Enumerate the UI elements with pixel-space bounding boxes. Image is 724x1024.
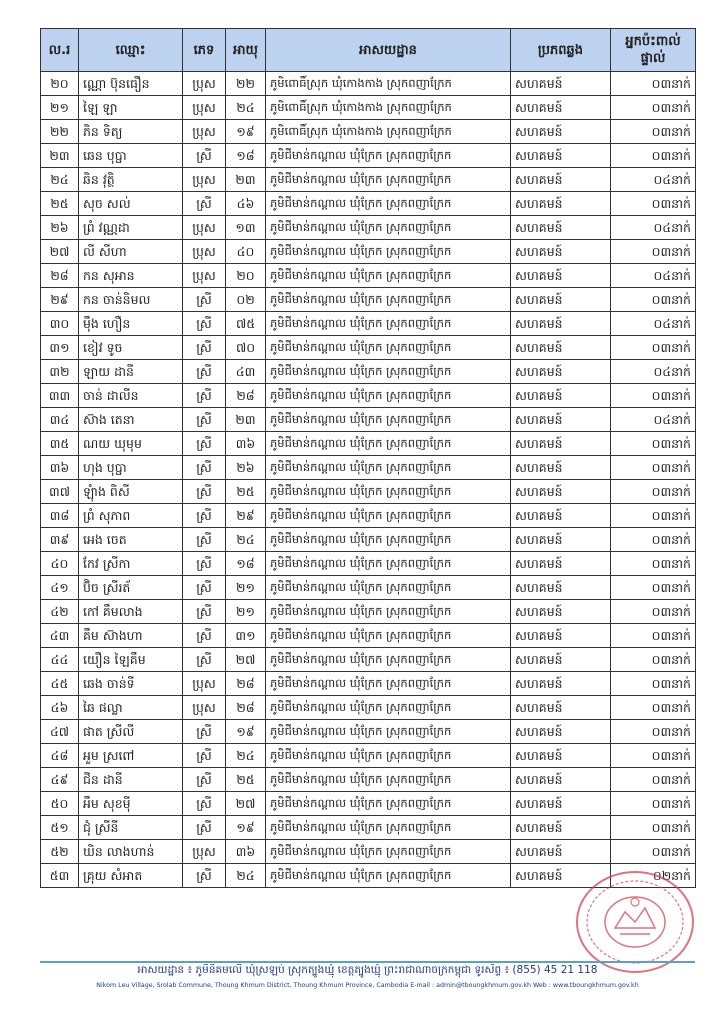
table-row: [41, 768, 696, 792]
patient-roster-table: [40, 28, 696, 888]
row-number-cell: ២៦: [41, 216, 79, 240]
person-address-cell: ភូមិជីមាន់កណ្តាល ឃុំក្រែក ស្រុកពញាក្រែក: [266, 624, 511, 648]
infection-source-cell: សហគមន៍: [511, 600, 611, 624]
row-number-cell: ៣៨: [41, 504, 79, 528]
header-type: ប្រភពឆ្លង: [511, 29, 611, 72]
person-address-cell: ភូមិជីមាន់កណ្តាល ឃុំក្រែក ស្រុកពញាក្រែក: [266, 648, 511, 672]
row-number-cell: ៣០: [41, 312, 79, 336]
person-sex-cell: ស្រី: [183, 384, 226, 408]
table-row: [41, 456, 696, 480]
person-age-cell: ៧៥: [226, 312, 266, 336]
contact-count-cell: ០៣នាក់: [611, 120, 696, 144]
contact-count-cell: ០៣នាក់: [611, 528, 696, 552]
person-name-cell: ឆេន បុប្ផា: [79, 144, 183, 168]
person-address-cell: ភូមិជីមាន់កណ្តាល ឃុំក្រែក ស្រុកពញាក្រែក: [266, 600, 511, 624]
infection-source-cell: សហគមន៍: [511, 864, 611, 888]
person-name-cell: ឆៃ ផល្លា: [79, 696, 183, 720]
row-number-cell: ៥២: [41, 840, 79, 864]
row-number-cell: ៥០: [41, 792, 79, 816]
infection-source-cell: សហគមន៍: [511, 192, 611, 216]
table-row: [41, 192, 696, 216]
person-age-cell: ៤៣: [226, 360, 266, 384]
row-number-cell: ២១: [41, 96, 79, 120]
header-no: ល.រ: [41, 29, 79, 72]
person-name-cell: ឡៃ ឡា: [79, 96, 183, 120]
infection-source-cell: សហគមន៍: [511, 840, 611, 864]
table-row: [41, 696, 696, 720]
person-address-cell: ភូមិជីមាន់កណ្តាល ឃុំក្រែក ស្រុកពញាក្រែក: [266, 480, 511, 504]
person-sex-cell: ស្រី: [183, 792, 226, 816]
contact-count-cell: ០៣នាក់: [611, 552, 696, 576]
table-row: [41, 72, 696, 96]
person-address-cell: ភូមិជីមាន់កណ្តាល ឃុំក្រែក ស្រុកពញាក្រែក: [266, 504, 511, 528]
person-sex-cell: ស្រី: [183, 552, 226, 576]
person-age-cell: ២៤: [226, 744, 266, 768]
header-age: អាយុ: [226, 29, 266, 72]
table-row: [41, 120, 696, 144]
contact-count-cell: ០៣នាក់: [611, 96, 696, 120]
person-address-cell: ភូមិជីមាន់កណ្តាល ឃុំក្រែក ស្រុកពញាក្រែក: [266, 360, 511, 384]
person-sex-cell: ស្រី: [183, 360, 226, 384]
person-name-cell: ឃិន លាងហាន់: [79, 840, 183, 864]
person-address-cell: ភូមិជីមាន់កណ្តាល ឃុំក្រែក ស្រុកពញាក្រែក: [266, 864, 511, 888]
table-body: [41, 72, 696, 888]
infection-source-cell: សហគមន៍: [511, 216, 611, 240]
person-address-cell: ភូមិជីមាន់កណ្តាល ឃុំក្រែក ស្រុកពញាក្រែក: [266, 432, 511, 456]
infection-source-cell: សហគមន៍: [511, 744, 611, 768]
row-number-cell: ៤៨: [41, 744, 79, 768]
person-name-cell: ប៊ិច ស្រីរត័: [79, 576, 183, 600]
row-number-cell: ២០: [41, 72, 79, 96]
person-age-cell: ២៣: [226, 168, 266, 192]
row-number-cell: ៤១: [41, 576, 79, 600]
row-number-cell: ២៩: [41, 288, 79, 312]
person-age-cell: ៤០: [226, 240, 266, 264]
person-sex-cell: ស្រី: [183, 600, 226, 624]
person-address-cell: ភូមិជីមាន់កណ្តាល ឃុំក្រែក ស្រុកពញាក្រែក: [266, 456, 511, 480]
infection-source-cell: សហគមន៍: [511, 576, 611, 600]
table-row: [41, 168, 696, 192]
header-name: ឈ្មោះ: [79, 29, 183, 72]
person-sex-cell: ស្រី: [183, 144, 226, 168]
table-row: [41, 648, 696, 672]
row-number-cell: ៤៤: [41, 648, 79, 672]
person-address-cell: ភូមិជីមាន់កណ្តាល ឃុំក្រែក ស្រុកពញាក្រែក: [266, 576, 511, 600]
person-sex-cell: ប្រុស: [183, 264, 226, 288]
person-address-cell: ភូមិជីមាន់កណ្តាល ឃុំក្រែក ស្រុកពញាក្រែក: [266, 240, 511, 264]
contact-count-cell: ០៣នាក់: [611, 240, 696, 264]
infection-source-cell: សហគមន៍: [511, 432, 611, 456]
person-address-cell: ភូមិពោធិ៍ស្រុក ឃុំកោងកាង ស្រុកពញាក្រែក: [266, 96, 511, 120]
row-number-cell: ៣៣: [41, 384, 79, 408]
contact-count-cell: ០៣នាក់: [611, 840, 696, 864]
infection-source-cell: សហគមន៍: [511, 96, 611, 120]
person-name-cell: យឿន ឡៃគឹម: [79, 648, 183, 672]
contact-count-cell: ០៣នាក់: [611, 672, 696, 696]
person-address-cell: ភូមិពោធិ៍ស្រុក ឃុំកោងកាង ស្រុកពញាក្រែក: [266, 72, 511, 96]
person-name-cell: ឡុំាង ពិសី: [79, 480, 183, 504]
person-name-cell: កៅ គឹមលាង: [79, 600, 183, 624]
row-number-cell: ២៤: [41, 168, 79, 192]
row-number-cell: ២២: [41, 120, 79, 144]
table-row: [41, 216, 696, 240]
table-row: [41, 360, 696, 384]
person-sex-cell: ស្រី: [183, 192, 226, 216]
person-age-cell: ២៥: [226, 768, 266, 792]
table-row: [41, 288, 696, 312]
table-row: [41, 720, 696, 744]
footer-address-english: Nikom Leu Village, Srolab Commune, Thoung Khmum District, Thoung Khmum Province, Cambodia E-mail : admin@tboungkhmum.gov.kh Web : www.tboungkhmum.gov.kh: [96, 982, 639, 989]
person-sex-cell: ប្រុស: [183, 696, 226, 720]
row-number-cell: ៤៥: [41, 672, 79, 696]
contact-count-cell: ០៣នាក់: [611, 144, 696, 168]
person-age-cell: ៤៦: [226, 192, 266, 216]
person-age-cell: ២៤: [226, 864, 266, 888]
person-name-cell: អេង ចេត: [79, 528, 183, 552]
person-sex-cell: ស្រី: [183, 768, 226, 792]
footer-rule: [40, 961, 695, 963]
infection-source-cell: សហគមន៍: [511, 816, 611, 840]
person-age-cell: ២៣: [226, 408, 266, 432]
header-sex: ភេទ: [183, 29, 226, 72]
infection-source-cell: សហគមន៍: [511, 768, 611, 792]
contact-count-cell: ០៣នាក់: [611, 504, 696, 528]
person-age-cell: ២៤: [226, 96, 266, 120]
person-age-cell: ១៩: [226, 816, 266, 840]
infection-source-cell: សហគមន៍: [511, 408, 611, 432]
person-name-cell: ឆេង ចាន់ទី: [79, 672, 183, 696]
table-row: [41, 432, 696, 456]
person-sex-cell: ប្រុស: [183, 120, 226, 144]
table-row: [41, 240, 696, 264]
contact-count-cell: ០៣នាក់: [611, 480, 696, 504]
person-name-cell: ខៀវ ទូច: [79, 336, 183, 360]
infection-source-cell: សហគមន៍: [511, 120, 611, 144]
infection-source-cell: សហគមន៍: [511, 336, 611, 360]
contact-count-cell: ០៣នាក់: [611, 792, 696, 816]
person-sex-cell: ស្រី: [183, 480, 226, 504]
table-row: [41, 576, 696, 600]
person-name-cell: ភិន ទិត្យ: [79, 120, 183, 144]
contact-count-cell: ០២នាក់: [611, 864, 696, 888]
table-row: [41, 624, 696, 648]
row-number-cell: ៣៥: [41, 432, 79, 456]
table-row: [41, 384, 696, 408]
row-number-cell: ៣៤: [41, 408, 79, 432]
person-sex-cell: ស្រី: [183, 504, 226, 528]
contact-count-cell: ០៣នាក់: [611, 816, 696, 840]
contact-count-cell: ០៣នាក់: [611, 384, 696, 408]
header-row: [41, 29, 696, 72]
person-name-cell: ជុំ ស្រីនី: [79, 816, 183, 840]
person-name-cell: ណយ ឃុមុម: [79, 432, 183, 456]
infection-source-cell: សហគមន៍: [511, 240, 611, 264]
person-address-cell: ភូមិជីមាន់កណ្តាល ឃុំក្រែក ស្រុកពញាក្រែក: [266, 840, 511, 864]
row-number-cell: ២៥: [41, 192, 79, 216]
person-address-cell: ភូមិជីមាន់កណ្តាល ឃុំក្រែក ស្រុកពញាក្រែក: [266, 528, 511, 552]
person-name-cell: ចាន់ ដាលីន: [79, 384, 183, 408]
person-sex-cell: ស្រី: [183, 432, 226, 456]
row-number-cell: ២៧: [41, 240, 79, 264]
contact-count-cell: ០៣នាក់: [611, 600, 696, 624]
person-address-cell: ភូមិជីមាន់កណ្តាល ឃុំក្រែក ស្រុកពញាក្រែក: [266, 216, 511, 240]
person-age-cell: ១៨: [226, 552, 266, 576]
person-sex-cell: ស្រី: [183, 624, 226, 648]
table-row: [41, 144, 696, 168]
person-name-cell: ឡាយ ដានី: [79, 360, 183, 384]
contact-count-cell: ០៣នាក់: [611, 288, 696, 312]
row-number-cell: ៥៣: [41, 864, 79, 888]
infection-source-cell: សហគមន៍: [511, 696, 611, 720]
person-age-cell: ៧០: [226, 336, 266, 360]
table-row: [41, 312, 696, 336]
person-sex-cell: ស្រី: [183, 720, 226, 744]
person-age-cell: ២៧: [226, 648, 266, 672]
person-age-cell: ២២: [226, 72, 266, 96]
person-address-cell: ភូមិជីមាន់កណ្តាល ឃុំក្រែក ស្រុកពញាក្រែក: [266, 768, 511, 792]
person-address-cell: ភូមិជីមាន់កណ្តាល ឃុំក្រែក ស្រុកពញាក្រែក: [266, 720, 511, 744]
contact-count-cell: ០៣នាក់: [611, 744, 696, 768]
person-age-cell: ៣៦: [226, 840, 266, 864]
infection-source-cell: សហគមន៍: [511, 552, 611, 576]
infection-source-cell: សហគមន៍: [511, 528, 611, 552]
person-address-cell: ភូមិជីមាន់កណ្តាល ឃុំក្រែក ស្រុកពញាក្រែក: [266, 144, 511, 168]
table-row: [41, 744, 696, 768]
person-name-cell: ព្រំ សុភាព: [79, 504, 183, 528]
person-name-cell: កន សុអាន: [79, 264, 183, 288]
person-address-cell: ភូមិជីមាន់កណ្តាល ឃុំក្រែក ស្រុកពញាក្រែក: [266, 672, 511, 696]
person-address-cell: ភូមិពោធិ៍ស្រុក ឃុំកោងកាង ស្រុកពញាក្រែក: [266, 120, 511, 144]
person-sex-cell: ស្រី: [183, 864, 226, 888]
infection-source-cell: សហគមន៍: [511, 144, 611, 168]
table-row: [41, 480, 696, 504]
person-age-cell: ២០: [226, 264, 266, 288]
person-age-cell: ២១: [226, 576, 266, 600]
person-name-cell: ព្រំ វណ្ណដា: [79, 216, 183, 240]
person-age-cell: ១៣: [226, 216, 266, 240]
table-row: [41, 792, 696, 816]
person-address-cell: ភូមិជីមាន់កណ្តាល ឃុំក្រែក ស្រុកពញាក្រែក: [266, 264, 511, 288]
person-sex-cell: ស្រី: [183, 456, 226, 480]
person-sex-cell: ប្រុស: [183, 240, 226, 264]
table-row: [41, 528, 696, 552]
person-address-cell: ភូមិជីមាន់កណ្តាល ឃុំក្រែក ស្រុកពញាក្រែក: [266, 168, 511, 192]
person-name-cell: ហុង បុប្ផា: [79, 456, 183, 480]
person-name-cell: អឹម សុខម៉ី: [79, 792, 183, 816]
person-sex-cell: ប្រុស: [183, 96, 226, 120]
person-name-cell: គឹម ស៊ាងហា: [79, 624, 183, 648]
person-sex-cell: ប្រុស: [183, 840, 226, 864]
person-age-cell: ២១: [226, 600, 266, 624]
infection-source-cell: សហគមន៍: [511, 648, 611, 672]
infection-source-cell: សហគមន៍: [511, 672, 611, 696]
person-age-cell: ២៤: [226, 528, 266, 552]
person-sex-cell: ស្រី: [183, 816, 226, 840]
person-age-cell: ២៦: [226, 456, 266, 480]
person-name-cell: គ្រុយ សំអាត: [79, 864, 183, 888]
person-address-cell: ភូមិជីមាន់កណ្តាល ឃុំក្រែក ស្រុកពញាក្រែក: [266, 408, 511, 432]
contact-count-cell: ០៣នាក់: [611, 576, 696, 600]
row-number-cell: ៤៣: [41, 624, 79, 648]
row-number-cell: ៣៦: [41, 456, 79, 480]
row-number-cell: ៤២: [41, 600, 79, 624]
person-age-cell: ៣១: [226, 624, 266, 648]
person-sex-cell: ស្រី: [183, 576, 226, 600]
person-address-cell: ភូមិជីមាន់កណ្តាល ឃុំក្រែក ស្រុកពញាក្រែក: [266, 336, 511, 360]
contact-count-cell: ០៣នាក់: [611, 624, 696, 648]
infection-source-cell: សហគមន៍: [511, 792, 611, 816]
table-row: [41, 408, 696, 432]
infection-source-cell: សហគមន៍: [511, 720, 611, 744]
person-sex-cell: ប្រុស: [183, 672, 226, 696]
person-address-cell: ភូមិជីមាន់កណ្តាល ឃុំក្រែក ស្រុកពញាក្រែក: [266, 384, 511, 408]
person-age-cell: ០២: [226, 288, 266, 312]
contact-count-cell: ០៣នាក់: [611, 72, 696, 96]
person-age-cell: ២៩: [226, 504, 266, 528]
person-sex-cell: ប្រុស: [183, 72, 226, 96]
infection-source-cell: សហគមន៍: [511, 384, 611, 408]
person-sex-cell: ស្រី: [183, 288, 226, 312]
infection-source-cell: សហគមន៍: [511, 72, 611, 96]
row-number-cell: ៣៧: [41, 480, 79, 504]
table-row: [41, 552, 696, 576]
contact-count-cell: ០៤នាក់: [611, 216, 696, 240]
row-number-cell: ៤៧: [41, 720, 79, 744]
row-number-cell: ៤៩: [41, 768, 79, 792]
contact-count-cell: ០៣នាក់: [611, 432, 696, 456]
person-address-cell: ភូមិជីមាន់កណ្តាល ឃុំក្រែក ស្រុកពញាក្រែក: [266, 816, 511, 840]
table-row: [41, 96, 696, 120]
contact-count-cell: ០៣នាក់: [611, 192, 696, 216]
person-name-cell: ជីន ដានី: [79, 768, 183, 792]
person-name-cell: កន ចាន់និមល: [79, 288, 183, 312]
row-number-cell: ៣១: [41, 336, 79, 360]
person-age-cell: ១៩: [226, 720, 266, 744]
infection-source-cell: សហគមន៍: [511, 456, 611, 480]
person-age-cell: ២៧: [226, 792, 266, 816]
person-age-cell: ២៨: [226, 384, 266, 408]
person-age-cell: ១៨: [226, 144, 266, 168]
person-name-cell: ស៊ាង តេនា: [79, 408, 183, 432]
row-number-cell: ៣៩: [41, 528, 79, 552]
person-sex-cell: ស្រី: [183, 528, 226, 552]
person-sex-cell: ស្រី: [183, 744, 226, 768]
person-sex-cell: ប្រុស: [183, 216, 226, 240]
person-address-cell: ភូមិជីមាន់កណ្តាល ឃុំក្រែក ស្រុកពញាក្រែក: [266, 192, 511, 216]
person-address-cell: ភូមិជីមាន់កណ្តាល ឃុំក្រែក ស្រុកពញាក្រែក: [266, 696, 511, 720]
person-name-cell: កែវ ស្រីកា: [79, 552, 183, 576]
infection-source-cell: សហគមន៍: [511, 480, 611, 504]
official-seal-icon: [560, 862, 695, 977]
person-sex-cell: ស្រី: [183, 312, 226, 336]
row-number-cell: ៥១: [41, 816, 79, 840]
person-name-cell: ផាត ស្រីលី: [79, 720, 183, 744]
footer-address-khmer: អាសយដ្ឋាន ៖ ភូមិនិគមលើ ឃុំស្រឡប់ ស្រុកត្បូងឃ្មុំ ខេត្តត្បូងឃ្មុំ ព្រះរាជាណាចក្រកម្ពុជា ទូរស័ព្ទ ៖ (855) 45 21 118: [137, 964, 598, 976]
contact-count-cell: ០៤នាក់: [611, 168, 696, 192]
contact-count-cell: ០៣នាក់: [611, 720, 696, 744]
person-age-cell: ១៩: [226, 120, 266, 144]
infection-source-cell: សហគមន៍: [511, 360, 611, 384]
person-age-cell: ២៥: [226, 480, 266, 504]
person-name-cell: លី សីហា: [79, 240, 183, 264]
person-age-cell: ៣៦: [226, 432, 266, 456]
infection-source-cell: សហគមន៍: [511, 504, 611, 528]
table-row: [41, 504, 696, 528]
table-row: [41, 600, 696, 624]
table-row: [41, 336, 696, 360]
table-row: [41, 816, 696, 840]
person-sex-cell: ស្រី: [183, 336, 226, 360]
row-number-cell: ៤៦: [41, 696, 79, 720]
person-address-cell: ភូមិជីមាន់កណ្តាល ឃុំក្រែក ស្រុកពញាក្រែក: [266, 312, 511, 336]
infection-source-cell: សហគមន៍: [511, 312, 611, 336]
contact-count-cell: ០៤នាក់: [611, 360, 696, 384]
table-row: [41, 264, 696, 288]
person-address-cell: ភូមិជីមាន់កណ្តាល ឃុំក្រែក ស្រុកពញាក្រែក: [266, 792, 511, 816]
person-sex-cell: ស្រី: [183, 408, 226, 432]
person-name-cell: ណ្ណោ ប៊ុនធឿន: [79, 72, 183, 96]
table-header: [41, 29, 696, 72]
row-number-cell: ៣២: [41, 360, 79, 384]
row-number-cell: ២៣: [41, 144, 79, 168]
person-name-cell: ឆិន វុត្ថិ: [79, 168, 183, 192]
contact-count-cell: ០៣នាក់: [611, 336, 696, 360]
contact-count-cell: ០៣នាក់: [611, 696, 696, 720]
contact-count-cell: ០៤នាក់: [611, 264, 696, 288]
person-sex-cell: ស្រី: [183, 648, 226, 672]
person-name-cell: ម៉ឹង ហឿន: [79, 312, 183, 336]
row-number-cell: ២៨: [41, 264, 79, 288]
header-contact: អ្នកប៉ះពាល់ផ្ទាល់: [611, 29, 696, 72]
table-row: [41, 840, 696, 864]
person-sex-cell: ប្រុស: [183, 168, 226, 192]
infection-source-cell: សហគមន៍: [511, 624, 611, 648]
row-number-cell: ៤០: [41, 552, 79, 576]
contact-count-cell: ០៤នាក់: [611, 408, 696, 432]
contact-count-cell: ០៣នាក់: [611, 768, 696, 792]
person-address-cell: ភូមិជីមាន់កណ្តាល ឃុំក្រែក ស្រុកពញាក្រែក: [266, 744, 511, 768]
person-name-cell: អួម ស្រពៅ: [79, 744, 183, 768]
contact-count-cell: ០៣នាក់: [611, 648, 696, 672]
table-row: [41, 672, 696, 696]
header-address: អាសយដ្ឋាន: [266, 29, 511, 72]
person-age-cell: ២៨: [226, 696, 266, 720]
person-address-cell: ភូមិជីមាន់កណ្តាល ឃុំក្រែក ស្រុកពញាក្រែក: [266, 552, 511, 576]
infection-source-cell: សហគមន៍: [511, 264, 611, 288]
person-age-cell: ២៨: [226, 672, 266, 696]
contact-count-cell: ០៣នាក់: [611, 456, 696, 480]
infection-source-cell: សហគមន៍: [511, 288, 611, 312]
infection-source-cell: សហគមន៍: [511, 168, 611, 192]
person-name-cell: សុច សល់: [79, 192, 183, 216]
person-address-cell: ភូមិជីមាន់កណ្តាល ឃុំក្រែក ស្រុកពញាក្រែក: [266, 288, 511, 312]
contact-count-cell: ០៤នាក់: [611, 312, 696, 336]
